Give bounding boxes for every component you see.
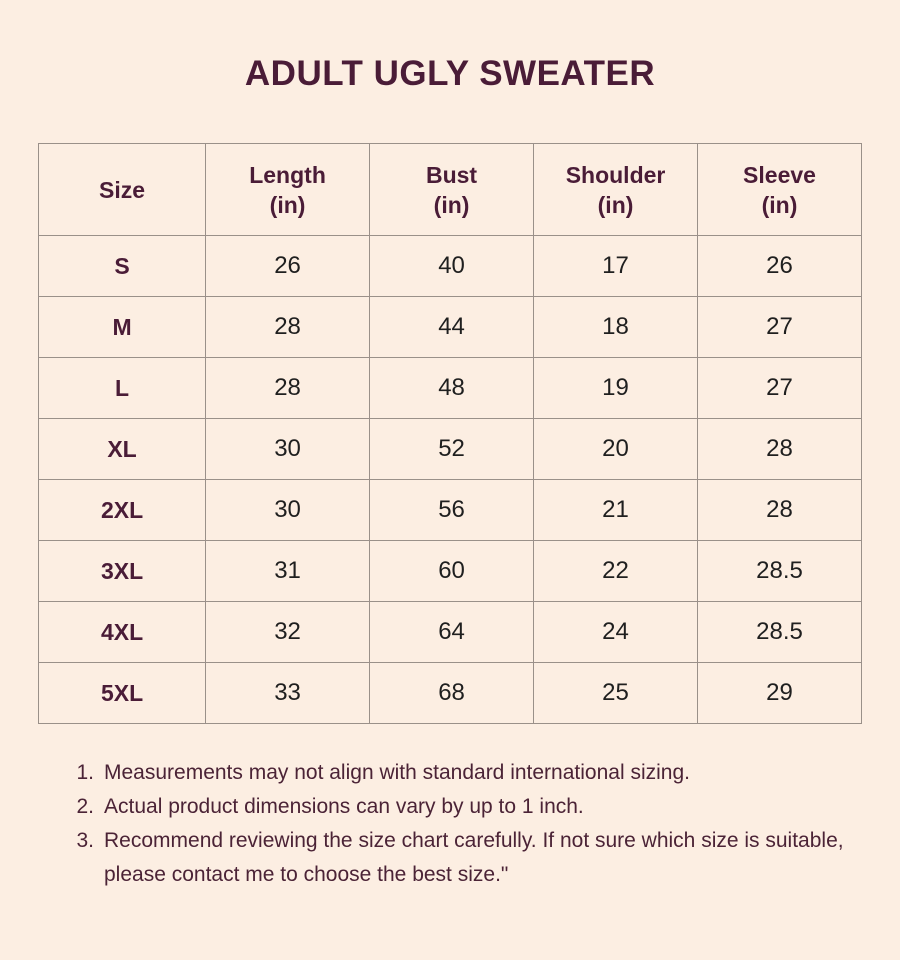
size-label-cell: XL xyxy=(39,419,206,480)
header-bust xyxy=(370,144,534,236)
footnote-1 xyxy=(60,756,860,790)
length-cell: 26 xyxy=(206,236,370,297)
bust-cell: 68 xyxy=(370,663,534,724)
size-label-cell: M xyxy=(39,297,206,358)
footnote-2-text: Actual product dimensions can vary by up to 1 inch. xyxy=(104,795,584,818)
header-bust-unit: (in) xyxy=(433,191,470,218)
table-row-s xyxy=(39,236,862,297)
length-cell: 28 xyxy=(206,297,370,358)
length-cell: 33 xyxy=(206,663,370,724)
size-label-cell: 4XL xyxy=(39,602,206,663)
header-length-unit: (in) xyxy=(269,191,306,218)
header-size-label: Size xyxy=(99,176,146,203)
shoulder-cell: 19 xyxy=(534,358,698,419)
shoulder-cell: 21 xyxy=(534,480,698,541)
header-row xyxy=(39,144,862,236)
sleeve-cell: 29 xyxy=(698,663,862,724)
length-cell: 31 xyxy=(206,541,370,602)
footnote-2 xyxy=(60,790,860,824)
footnote-2-number: 2. xyxy=(76,795,94,818)
size-label-cell: S xyxy=(39,236,206,297)
footnotes xyxy=(60,756,860,892)
bust-cell: 48 xyxy=(370,358,534,419)
size-label-cell: 5XL xyxy=(39,663,206,724)
header-length xyxy=(206,144,370,236)
table-body xyxy=(39,236,862,724)
size-chart-page xyxy=(0,54,900,960)
header-shoulder xyxy=(534,144,698,236)
header-size xyxy=(39,144,206,236)
length-cell: 30 xyxy=(206,480,370,541)
size-label-cell: L xyxy=(39,358,206,419)
header-shoulder-unit: (in) xyxy=(597,191,634,218)
bust-cell: 52 xyxy=(370,419,534,480)
bust-cell: 60 xyxy=(370,541,534,602)
shoulder-cell: 24 xyxy=(534,602,698,663)
bust-cell: 64 xyxy=(370,602,534,663)
sleeve-cell: 28 xyxy=(698,480,862,541)
footnote-3-text: Recommend reviewing the size chart carefully. If not sure which size is suitable, please contact me to choose the best size." xyxy=(104,829,844,886)
bust-cell: 56 xyxy=(370,480,534,541)
sleeve-cell: 27 xyxy=(698,297,862,358)
header-sleeve-unit: (in) xyxy=(761,191,798,218)
table-row-3xl xyxy=(39,541,862,602)
size-label-cell: 3XL xyxy=(39,541,206,602)
table-row-4xl xyxy=(39,602,862,663)
shoulder-cell: 22 xyxy=(534,541,698,602)
shoulder-cell: 18 xyxy=(534,297,698,358)
table-row-l xyxy=(39,358,862,419)
length-cell: 32 xyxy=(206,602,370,663)
footnote-3 xyxy=(60,824,860,892)
header-sleeve-label: Sleeve xyxy=(743,161,816,188)
table-header xyxy=(39,144,862,236)
table-row-xl xyxy=(39,419,862,480)
shoulder-cell: 20 xyxy=(534,419,698,480)
bust-cell: 40 xyxy=(370,236,534,297)
table-row-2xl xyxy=(39,480,862,541)
sleeve-cell: 28.5 xyxy=(698,602,862,663)
length-cell: 28 xyxy=(206,358,370,419)
footnote-1-text: Measurements may not align with standard international sizing. xyxy=(104,761,690,784)
table-row-m xyxy=(39,297,862,358)
size-chart-table xyxy=(38,143,862,724)
sleeve-cell: 27 xyxy=(698,358,862,419)
header-sleeve xyxy=(698,144,862,236)
header-length-label: Length xyxy=(249,161,326,188)
header-shoulder-label: Shoulder xyxy=(565,161,666,188)
size-label-cell: 2XL xyxy=(39,480,206,541)
sleeve-cell: 28.5 xyxy=(698,541,862,602)
sleeve-cell: 28 xyxy=(698,419,862,480)
footnote-1-number: 1. xyxy=(76,761,94,784)
footnote-3-number: 3. xyxy=(76,829,94,852)
shoulder-cell: 25 xyxy=(534,663,698,724)
page-title: ADULT UGLY SWEATER xyxy=(244,54,656,93)
table-row-5xl xyxy=(39,663,862,724)
length-cell: 30 xyxy=(206,419,370,480)
bust-cell: 44 xyxy=(370,297,534,358)
shoulder-cell: 17 xyxy=(534,236,698,297)
sleeve-cell: 26 xyxy=(698,236,862,297)
header-bust-label: Bust xyxy=(425,161,478,188)
